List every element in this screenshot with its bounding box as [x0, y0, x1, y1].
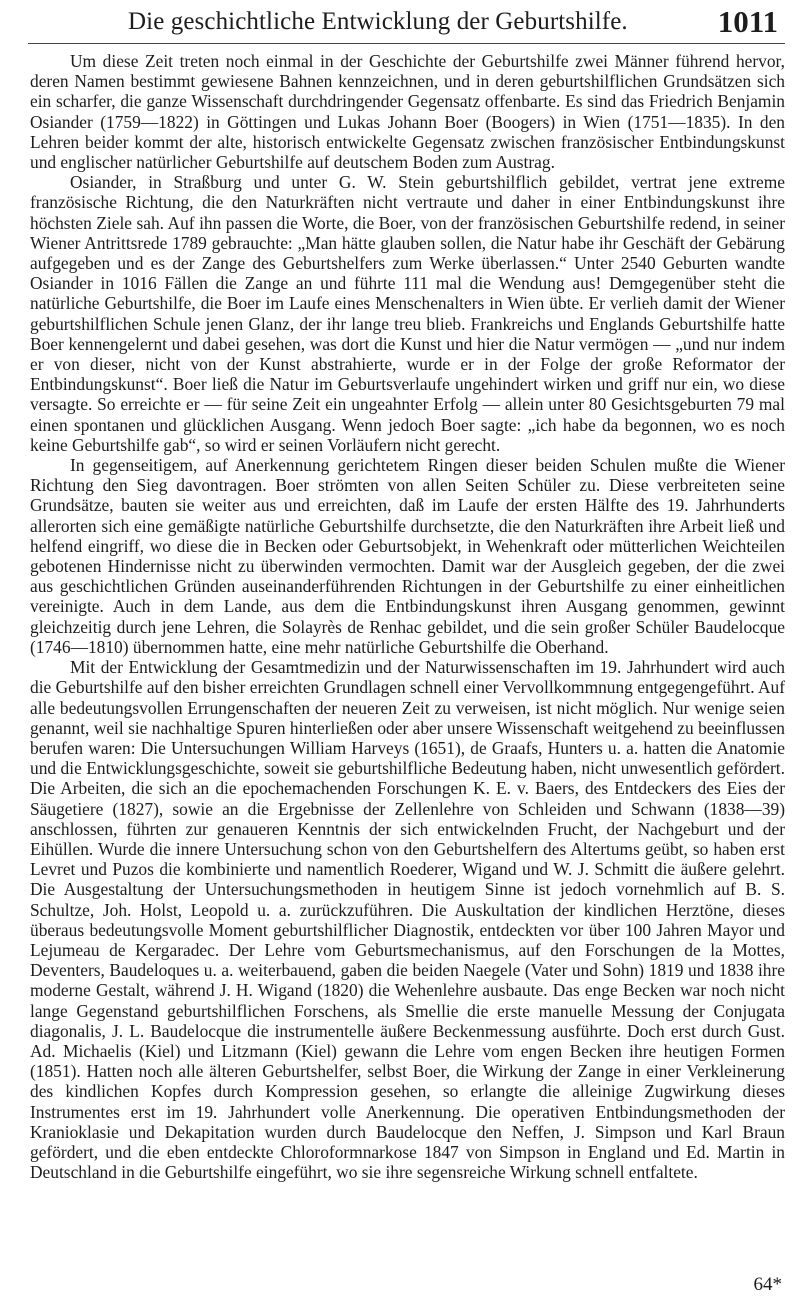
sheet-signature: 64*: [753, 1274, 782, 1295]
body-text: [30, 51, 785, 1182]
header-title: Die geschichtliche Entwicklung der Geburtshilfe.: [128, 8, 628, 35]
page-number: 1011: [717, 4, 778, 39]
paragraph: Um diese Zeit treten noch einmal in der Geschichte der Geburtshilfe zwei Männer führend hervor, deren Namen bestimmt gewiesene Bahnen kennzeichnen, und in deren geburtshilflichen Grundsätzen sich ein scharfer, die ganze Wissenschaft durchdringender Gegensatz offenbarte. Es sind das Friedrich Benjamin Osiander (1759—1822) in Göttingen und Lukas Johann Boer (Boogers) in Wien (1751—1835). In den Lehren beider kommt der alte, historisch entwickelte Gegensatz zwischen französischer Entbindungskunst und englischer natürlicher Geburtshilfe auf deutschem Boden zum Austrag.: [30, 51, 785, 173]
paragraph: Mit der Entwicklung der Gesamtmedizin und der Naturwissenschaften im 19. Jahrhundert wird auch die Geburtshilfe auf den bisher erreichten Grundlagen schnell einer Vervollkommnung entgegengeführt. Auf alle bedeutungsvollen Errungenschaften der neueren Zeit zu verweisen, ist nicht möglich. Nur wenige seien genannt, weil sie nachhaltige Spuren hinterließen oder aber unsere Wissenschaft weitgehend zu beeinflussen berufen waren: Die Untersuchungen William Harveys (1651), de Graafs, Hunters u. a. hatten die Anatomie und die Entwicklungsgeschichte, soweit sie geburtshilfliche Bedeutung haben, nicht unwesentlich gefördert. Die Arbeiten, die sich an die epochemachenden Forschungen K. E. v. Baers, des Entdeckers des Eies der Säugetiere (1827), sowie an die Ergebnisse der Zellenlehre von Schleiden und Schwann (1838—39) anschlossen, führten zur genaueren Kenntnis der sich entwickelnden Frucht, der Nachgeburt und der Eihüllen. Wurde die innere Untersuchung schon von den Geburtshelfern des Altertums geübt, so haben erst Levret und Puzos die kombinierte und namentlich Roederer, Wigand und W. J. Schmitt die äußere gelehrt. Die Ausgestaltung der Untersuchungsmethoden in heutigem Sinne ist jedoch vornehmlich auf B. S. Schultze, Joh. Holst, Leopold u. a. zurückzuführen. Die Auskultation der kindlichen Herztöne, dieses überaus bedeutungsvolle Moment geburtshilflicher Diagnostik, entdeckten vor über 100 Jahren Mayor und Lejumeau de Kergaradec. Der Lehre vom Geburtsmechanismus, auf den Forschungen de la Mottes, Deventers, Baudeloques u. a. weiterbauend, gaben die beiden Naegele (Vater und Sohn) 1819 und 1838 ihre moderne Gestalt, während J. H. Wigand (1820) die Wehenlehre ausbaute. Das enge Becken war noch nicht lange Gegenstand geburtshilflichen Forschens, als Smellie die erste manuelle Messung der Conjugata diagonalis, J. L. Baudelocque die instrumentelle äußere Beckenmessung ausführte. Doch erst durch Gust. Ad. Michaelis (Kiel) und Litzmann (Kiel) gewann die Lehre vom engen Becken ihre heutigen Formen (1851). Hatten noch alle älteren Geburtshelfer, selbst Boer, die Wirkung der Zange in einer Verkleinerung des kindlichen Kopfes durch Kompression gesehen, so erlangte die alleinige Zugwirkung dieses Instrumentes erst im 19. Jahrhundert volle Anerkennung. Die operativen Entbindungsmethoden der Kranioklasie und Dekapitation wurden durch Baudelocque den Neffen, J. Simpson und Karl Braun gefördert, und die eben entdeckte Chloroformnarkose 1847 von Simpson in England und Ed. Martin in Deutschland in die Geburtshilfe eingeführt, wo sie ihre segensreiche Wirkung schnell entfaltete.: [30, 657, 785, 1183]
paragraph: In gegenseitigem, auf Anerkennung gerichtetem Ringen dieser beiden Schulen mußte die Wiener Richtung den Sieg davontragen. Boer strömten von allen Seiten Schüler zu. Diese verbreiteten seine Grundsätze, bauten sie weiter aus und erreichten, daß im Laufe der ersten Hälfte des 19. Jahrhunderts allerorten sich eine gemäßigte natürliche Geburtshilfe durchsetzte, die den Naturkräften ihre Arbeit ließ und helfend eingriff, wo diese die in Becken oder Geburtsobjekt, in Wehenkraft oder mütterlichen Weichteilen gebotenen Hindernisse nicht zu überwinden vermochten. Damit war der Ausgleich gegeben, der die zwei aus geschichtlichen Gründen auseinanderführenden Richtungen in der Geburtshilfe zu einer einheitlichen vereinigte. Auch in dem Lande, aus dem die Entbindungskunst ihren Ausgang genommen, gewinnt gleichzeitig durch jene Lehren, die Solayrès de Renhac gebildet, und die sein großer Schüler Baudelocque (1746—1810) übernommen hatte, eine mehr natürliche Geburtshilfe die Oberhand.: [30, 455, 785, 657]
paragraph: Osiander, in Straßburg und unter G. W. Stein geburtshilflich gebildet, vertrat jene extreme französische Richtung, die den Naturkräften nicht vertraute und daher in einer Entbindungskunst ihre höchsten Ziele sah. Auf ihn passen die Worte, die Boer, von der französischen Geburtshilfe redend, in seiner Wiener Antrittsrede 1789 gebrauchte: „Man hätte glauben sollen, die Natur habe ihr Geschäft der Gebärung aufgegeben und es der Zange des Geburtshelfers zum Werke überlassen.“ Unter 2540 Geburten wandte Osiander in 1016 Fällen die Zange an und führte 111 mal die Wendung aus! Demgegenüber steht die natürliche Geburtshilfe, die Boer im Laufe eines Menschenalters in Wien übte. Er verlieh damit der Wiener geburtshilflichen Schule jenen Glanz, der ihr lange treu blieb. Frankreichs und Englands Geburtshilfe hatte Boer kennengelernt und dabei gesehen, was dort die Kunst und hier die Natur vermögen — „und nur indem er von dieser, nicht von der Kunst abstrahierte, wurde er in der Folge der große Reformator der Entbindungskunst“. Boer ließ die Natur im Geburtsverlaufe ungehindert wirken und griff nur ein, wo diese versagte. So erreichte er — für seine Zeit ein ungeahnter Erfolg — allein unter 80 Gesichtsgeburten 79 mal einen spontanen und glücklichen Ausgang. Wenn jedoch Boer sagte: „ich habe da begonnen, wo es noch keine Geburtshilfe gab“, so wird er seinen Vorläufern nicht gerecht.: [30, 172, 785, 455]
running-header: [128, 4, 778, 38]
header-rule: [28, 43, 785, 44]
